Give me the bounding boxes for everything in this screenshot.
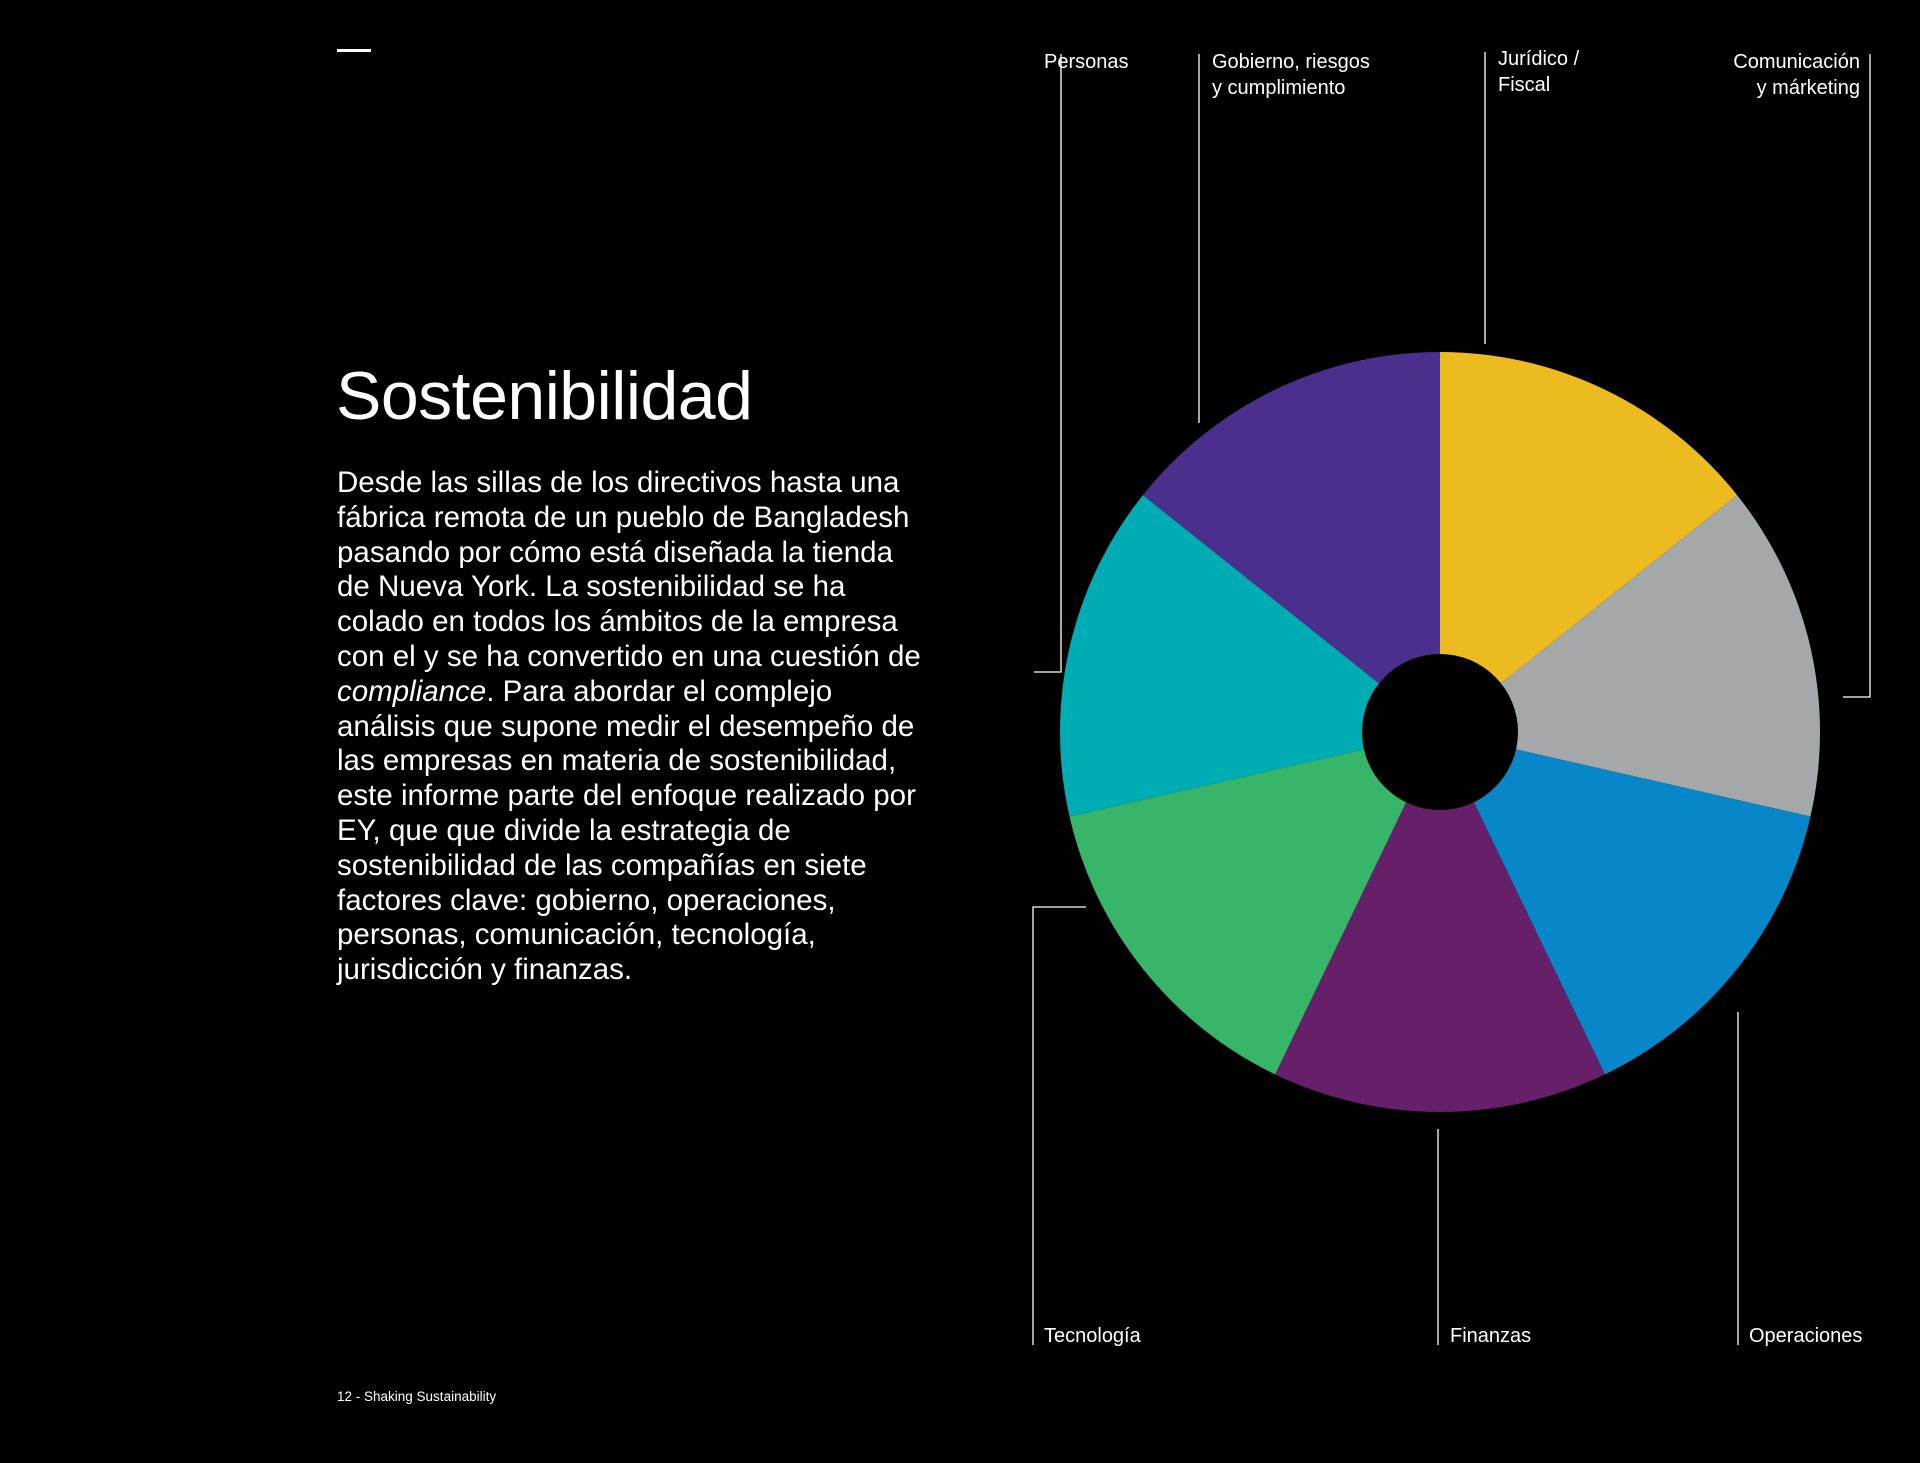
slice-label-line: Tecnología xyxy=(1044,1325,1141,1347)
leader-line xyxy=(1034,54,1061,672)
slice-label-line: Jurídico / xyxy=(1498,48,1580,70)
page-footer: 12 - Shaking Sustainability xyxy=(337,1389,497,1404)
slice-label-comunicacion-y-marketing xyxy=(1733,49,1860,101)
slice-label-line: Operaciones xyxy=(1749,1325,1863,1347)
page-title: Sostenibilidad xyxy=(336,358,753,434)
slice-label-personas xyxy=(1044,49,1129,75)
slice-label-line: Comunicación xyxy=(1733,51,1860,73)
slice-label-line: Personas xyxy=(1044,51,1129,73)
slice-label-finanzas xyxy=(1450,1323,1531,1349)
body-text-part-1: Desde las sillas de los directivos hasta una fábrica remota de un pueblo de Bangladesh pasando por cómo está diseñada la tienda de Nueva York. La sostenibilidad se ha colado en todos los ámbitos de la empresa con el y se ha convertido en una cuestión de xyxy=(337,466,921,673)
leader-line xyxy=(1843,54,1870,697)
slice-label-operaciones xyxy=(1749,1323,1862,1349)
body-text-part-2: . Para abordar el complejo análisis que supone medir el desempeño de las empresas en materia de sostenibilidad, este informe parte del enfoque realizado por EY, que que divide la estrategia de sostenibilidad de las compañías en siete factores clave: gobierno, operaciones, personas, comunicación, tecnología, jurisdicción y finanzas. xyxy=(337,674,916,987)
slice-label-line: Fiscal xyxy=(1498,74,1551,96)
slice-label-line: y cumplimiento xyxy=(1212,77,1346,99)
slice-label-line: Gobierno, riesgos xyxy=(1212,51,1370,73)
slice-label-line: y márketing xyxy=(1756,77,1860,99)
donut-hole xyxy=(1362,654,1518,810)
body-italic-term: compliance xyxy=(337,674,487,708)
slice-label-tecnologia xyxy=(1044,1323,1141,1349)
slice-label-line: Finanzas xyxy=(1450,1325,1532,1347)
slice-label-gobierno-riesgos-y-cumplimiento xyxy=(1212,49,1370,101)
slice-label-juridico-fiscal xyxy=(1498,46,1579,98)
leader-line xyxy=(1033,907,1086,1345)
